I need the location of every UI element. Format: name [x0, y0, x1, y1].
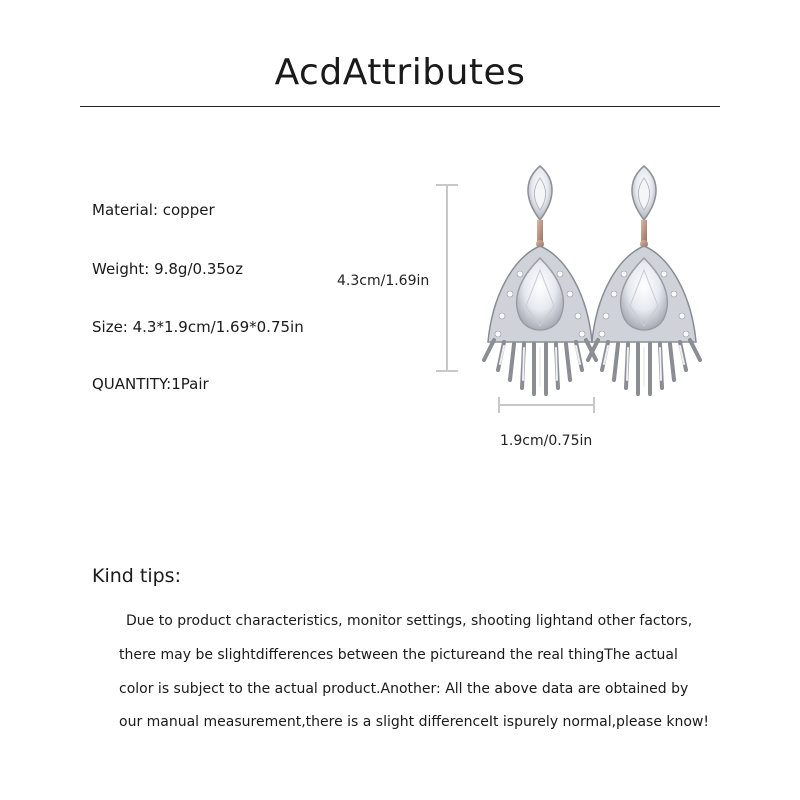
height-measure-cap-bottom — [436, 370, 458, 372]
earrings-product-image — [480, 158, 720, 408]
attribute-weight: Weight: 9.8g/0.35oz — [92, 260, 243, 278]
width-label: 1.9cm/0.75in — [500, 433, 593, 449]
kind-tips-line-3: color is subject to the actual product.Another: All the above data are obtained by — [119, 681, 689, 697]
attribute-size: Size: 4.3*1.9cm/1.69*0.75in — [92, 318, 304, 336]
kind-tips-line-4: our manual measurement,there is a slight differenceIt ispurely normal,please know! — [119, 714, 709, 730]
kind-tips-title: Kind tips: — [92, 565, 181, 587]
kind-tips-line-2: there may be slightdifferences between the pictureand the real thingThe actual — [119, 647, 678, 663]
attribute-material: Material: copper — [92, 201, 215, 219]
attribute-quantity: QUANTITY:1Pair — [92, 375, 209, 393]
height-measure-cap-top — [436, 184, 458, 186]
kind-tips-line-1: Due to product characteristics, monitor settings, shooting lightand other factors, — [126, 613, 693, 629]
page-title: AcdAttributes — [274, 52, 526, 93]
height-measure-bar — [446, 184, 448, 372]
height-label: 4.3cm/1.69in — [337, 273, 430, 289]
title-divider — [80, 106, 720, 107]
